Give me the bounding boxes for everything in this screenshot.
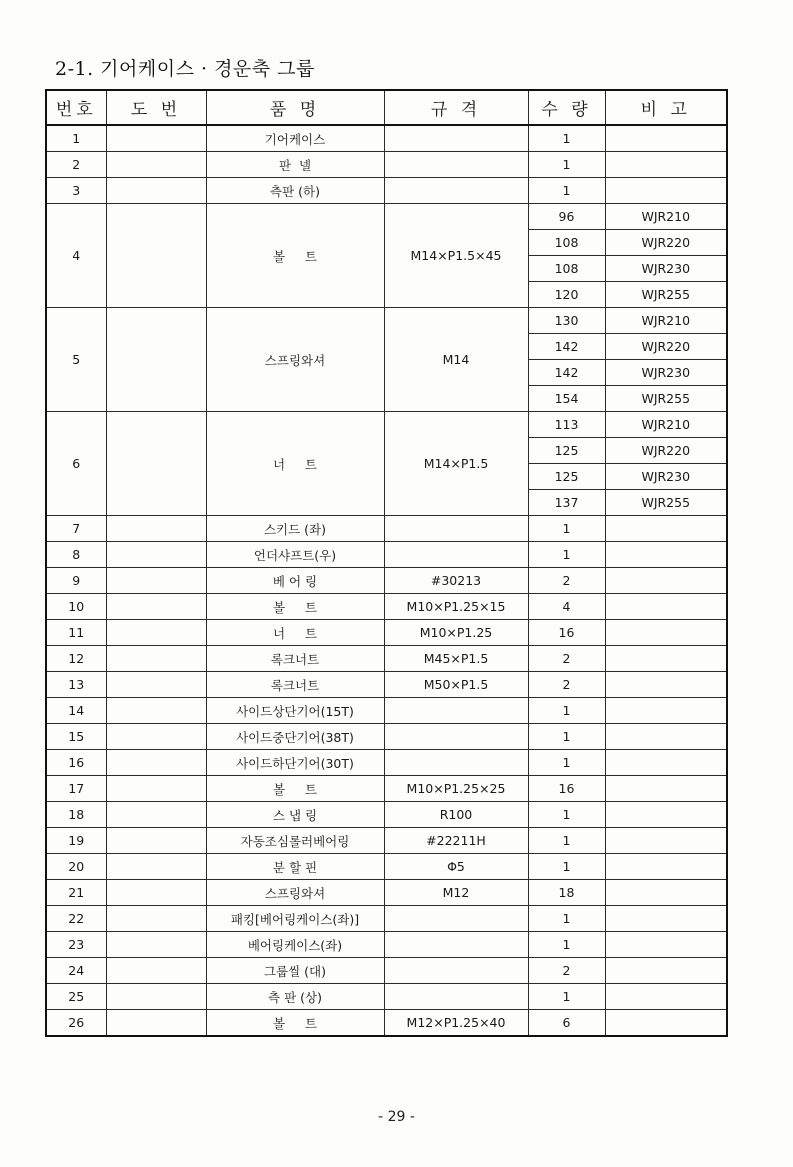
cell-name: 스프링와셔 (206, 880, 384, 906)
cell-drawing (106, 854, 206, 880)
cell-quantity: 108 (528, 230, 605, 256)
cell-note: WJR220 (605, 230, 727, 256)
table-row (46, 646, 727, 672)
page-heading: 2-1. 기어케이스 · 경운축 그룹 (55, 58, 315, 80)
cell-quantity: 137 (528, 490, 605, 516)
cell-drawing (106, 516, 206, 542)
cell-name: 사이드하단기어(30T) (206, 750, 384, 776)
cell-quantity: 125 (528, 464, 605, 490)
cell-note (605, 828, 727, 854)
table-row (46, 880, 727, 906)
cell-note (605, 542, 727, 568)
cell-spec (384, 178, 528, 204)
table-row (46, 308, 727, 334)
cell-name: 기어케이스 (206, 125, 384, 152)
cell-name: 볼 트 (206, 776, 384, 802)
cell-name: 그룹씰 (대) (206, 958, 384, 984)
cell-name: 측 판 (상) (206, 984, 384, 1010)
cell-number: 22 (46, 906, 106, 932)
table-row (46, 125, 727, 152)
cell-note (605, 776, 727, 802)
table-row (46, 776, 727, 802)
page-number: - 29 - (378, 1109, 415, 1125)
cell-drawing (106, 308, 206, 412)
cell-quantity: 125 (528, 438, 605, 464)
cell-note (605, 698, 727, 724)
cell-spec (384, 932, 528, 958)
cell-name: 스 냅 링 (206, 802, 384, 828)
cell-drawing (106, 620, 206, 646)
cell-quantity: 1 (528, 125, 605, 152)
cell-spec: M12 (384, 880, 528, 906)
cell-number: 26 (46, 1010, 106, 1037)
cell-name: 너 트 (206, 620, 384, 646)
table-row (46, 932, 727, 958)
col-header-note: 비 고 (605, 90, 727, 125)
cell-note: WJR210 (605, 204, 727, 230)
cell-spec (384, 984, 528, 1010)
cell-note (605, 646, 727, 672)
cell-note (605, 178, 727, 204)
cell-name: 록크너트 (206, 646, 384, 672)
cell-note (605, 984, 727, 1010)
cell-note (605, 672, 727, 698)
cell-name: 사이드중단기어(38T) (206, 724, 384, 750)
table-row (46, 412, 727, 438)
cell-quantity: 1 (528, 152, 605, 178)
cell-number: 19 (46, 828, 106, 854)
cell-note: WJR230 (605, 256, 727, 282)
cell-note: WJR210 (605, 308, 727, 334)
cell-quantity: 1 (528, 178, 605, 204)
table-row (46, 672, 727, 698)
cell-quantity: 120 (528, 282, 605, 308)
cell-number: 6 (46, 412, 106, 516)
cell-quantity: 1 (528, 932, 605, 958)
col-header-name: 품 명 (206, 90, 384, 125)
table-row (46, 750, 727, 776)
cell-quantity: 1 (528, 542, 605, 568)
cell-spec: M10×P1.25 (384, 620, 528, 646)
cell-drawing (106, 646, 206, 672)
cell-quantity: 113 (528, 412, 605, 438)
cell-drawing (106, 672, 206, 698)
cell-note: WJR220 (605, 438, 727, 464)
cell-number: 11 (46, 620, 106, 646)
cell-quantity: 16 (528, 620, 605, 646)
cell-drawing (106, 880, 206, 906)
cell-quantity: 142 (528, 334, 605, 360)
table-row (46, 542, 727, 568)
cell-drawing (106, 828, 206, 854)
cell-quantity: 1 (528, 984, 605, 1010)
cell-drawing (106, 594, 206, 620)
cell-quantity: 4 (528, 594, 605, 620)
cell-quantity: 142 (528, 360, 605, 386)
cell-spec: #30213 (384, 568, 528, 594)
cell-note: WJR230 (605, 360, 727, 386)
cell-number: 25 (46, 984, 106, 1010)
cell-note (605, 516, 727, 542)
cell-spec (384, 906, 528, 932)
cell-spec: R100 (384, 802, 528, 828)
cell-number: 12 (46, 646, 106, 672)
cell-note (605, 152, 727, 178)
cell-quantity: 2 (528, 958, 605, 984)
cell-note (605, 854, 727, 880)
cell-quantity: 1 (528, 828, 605, 854)
cell-drawing (106, 750, 206, 776)
cell-number: 13 (46, 672, 106, 698)
cell-quantity: 1 (528, 802, 605, 828)
cell-drawing (106, 412, 206, 516)
cell-quantity: 16 (528, 776, 605, 802)
cell-number: 16 (46, 750, 106, 776)
table-row (46, 906, 727, 932)
cell-quantity: 96 (528, 204, 605, 230)
cell-name: 측판 (하) (206, 178, 384, 204)
cell-drawing (106, 125, 206, 152)
cell-drawing (106, 1010, 206, 1037)
cell-name: 스프링와셔 (206, 308, 384, 412)
cell-note (605, 880, 727, 906)
cell-drawing (106, 204, 206, 308)
cell-number: 8 (46, 542, 106, 568)
cell-drawing (106, 958, 206, 984)
table-row (46, 828, 727, 854)
table-header-row (46, 90, 727, 125)
cell-note (605, 724, 727, 750)
cell-quantity: 2 (528, 568, 605, 594)
cell-note (605, 594, 727, 620)
cell-number: 15 (46, 724, 106, 750)
cell-drawing (106, 152, 206, 178)
cell-quantity: 108 (528, 256, 605, 282)
cell-spec (384, 750, 528, 776)
cell-number: 5 (46, 308, 106, 412)
cell-spec: Φ5 (384, 854, 528, 880)
cell-spec: M12×P1.25×40 (384, 1010, 528, 1037)
table-row (46, 698, 727, 724)
cell-name: 언더샤프트(우) (206, 542, 384, 568)
cell-number: 10 (46, 594, 106, 620)
cell-number: 1 (46, 125, 106, 152)
cell-drawing (106, 724, 206, 750)
table-row (46, 178, 727, 204)
cell-quantity: 2 (528, 646, 605, 672)
cell-quantity: 1 (528, 516, 605, 542)
cell-name: 록크너트 (206, 672, 384, 698)
cell-quantity: 1 (528, 854, 605, 880)
cell-name: 사이드상단기어(15T) (206, 698, 384, 724)
cell-note: WJR220 (605, 334, 727, 360)
cell-note (605, 932, 727, 958)
col-header-quantity: 수 량 (528, 90, 605, 125)
table-row (46, 568, 727, 594)
cell-drawing (106, 932, 206, 958)
cell-spec (384, 125, 528, 152)
cell-spec: M10×P1.25×25 (384, 776, 528, 802)
cell-number: 9 (46, 568, 106, 594)
cell-note: WJR255 (605, 386, 727, 412)
cell-note (605, 802, 727, 828)
cell-spec (384, 958, 528, 984)
cell-quantity: 18 (528, 880, 605, 906)
table-row (46, 204, 727, 230)
cell-name: 너 트 (206, 412, 384, 516)
table-row (46, 984, 727, 1010)
col-header-spec: 규 격 (384, 90, 528, 125)
cell-number: 2 (46, 152, 106, 178)
cell-spec (384, 516, 528, 542)
table-row (46, 854, 727, 880)
cell-spec: M14×P1.5×45 (384, 204, 528, 308)
cell-quantity: 1 (528, 724, 605, 750)
cell-name: 자동조심롤러베어링 (206, 828, 384, 854)
cell-number: 18 (46, 802, 106, 828)
cell-note (605, 125, 727, 152)
cell-note (605, 906, 727, 932)
cell-drawing (106, 568, 206, 594)
table-row (46, 802, 727, 828)
cell-drawing (106, 698, 206, 724)
cell-note (605, 1010, 727, 1037)
cell-name: 분 할 핀 (206, 854, 384, 880)
cell-spec: M50×P1.5 (384, 672, 528, 698)
table-row (46, 1010, 727, 1037)
cell-number: 23 (46, 932, 106, 958)
cell-spec (384, 698, 528, 724)
cell-name: 베 어 링 (206, 568, 384, 594)
table-row (46, 594, 727, 620)
cell-note: WJR255 (605, 490, 727, 516)
cell-number: 14 (46, 698, 106, 724)
cell-name: 베어링케이스(좌) (206, 932, 384, 958)
cell-note: WJR210 (605, 412, 727, 438)
cell-name: 판 넬 (206, 152, 384, 178)
cell-spec: #22211H (384, 828, 528, 854)
table-row (46, 152, 727, 178)
col-header-drawing: 도 번 (106, 90, 206, 125)
cell-spec (384, 542, 528, 568)
cell-drawing (106, 542, 206, 568)
cell-note: WJR230 (605, 464, 727, 490)
cell-note (605, 750, 727, 776)
cell-number: 20 (46, 854, 106, 880)
cell-note (605, 958, 727, 984)
cell-spec: M10×P1.25×15 (384, 594, 528, 620)
cell-drawing (106, 984, 206, 1010)
cell-name: 볼 트 (206, 204, 384, 308)
cell-quantity: 1 (528, 906, 605, 932)
cell-number: 17 (46, 776, 106, 802)
cell-spec (384, 724, 528, 750)
cell-spec: M45×P1.5 (384, 646, 528, 672)
cell-drawing (106, 178, 206, 204)
cell-number: 21 (46, 880, 106, 906)
cell-number: 24 (46, 958, 106, 984)
parts-table-body (46, 125, 727, 1036)
cell-drawing (106, 776, 206, 802)
cell-spec: M14×P1.5 (384, 412, 528, 516)
parts-table (45, 89, 728, 1037)
table-row (46, 958, 727, 984)
table-row (46, 620, 727, 646)
cell-note: WJR255 (605, 282, 727, 308)
cell-drawing (106, 802, 206, 828)
table-row (46, 516, 727, 542)
cell-quantity: 154 (528, 386, 605, 412)
cell-number: 3 (46, 178, 106, 204)
cell-quantity: 2 (528, 672, 605, 698)
cell-quantity: 1 (528, 698, 605, 724)
col-header-number: 번호 (46, 90, 106, 125)
cell-name: 스키드 (좌) (206, 516, 384, 542)
cell-drawing (106, 906, 206, 932)
cell-name: 볼 트 (206, 1010, 384, 1037)
table-row (46, 724, 727, 750)
cell-number: 7 (46, 516, 106, 542)
cell-quantity: 1 (528, 750, 605, 776)
cell-number: 4 (46, 204, 106, 308)
cell-note (605, 620, 727, 646)
cell-quantity: 6 (528, 1010, 605, 1037)
cell-name: 볼 트 (206, 594, 384, 620)
cell-note (605, 568, 727, 594)
cell-name: 패킹[베어링케이스(좌)] (206, 906, 384, 932)
cell-spec (384, 152, 528, 178)
cell-spec: M14 (384, 308, 528, 412)
cell-quantity: 130 (528, 308, 605, 334)
